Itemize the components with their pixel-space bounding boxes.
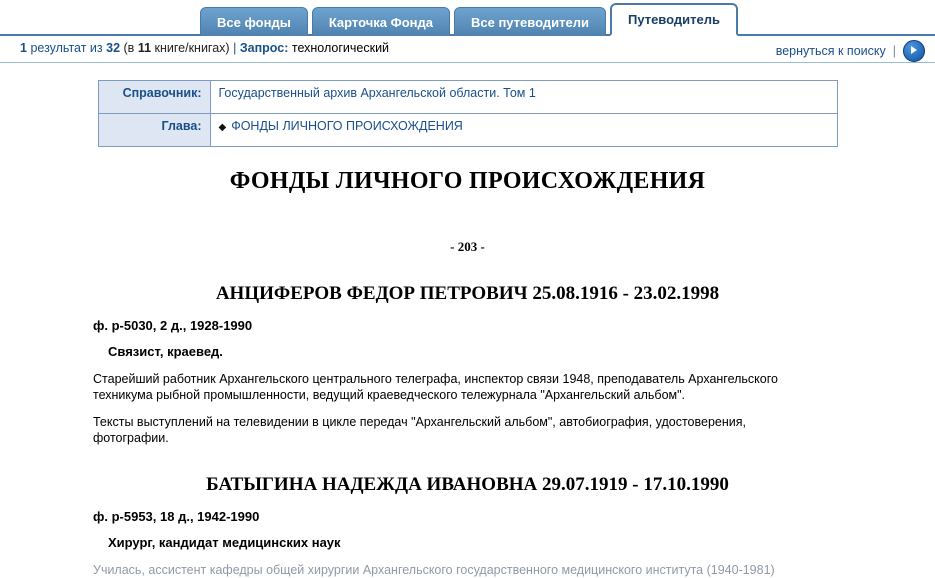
page-title: ФОНДЫ ЛИЧНОГО ПРОИСХОЖДЕНИЯ bbox=[229, 168, 706, 194]
handbook-value bbox=[210, 81, 837, 114]
chapter-link[interactable]: ФОНДЫ ЛИЧНОГО ПРОИСХОЖДЕНИЯ bbox=[231, 119, 463, 133]
result-separator: | bbox=[233, 41, 237, 55]
tab-fund-card[interactable]: Карточка Фонда bbox=[312, 7, 450, 36]
entry-fond: ф. р-5030, 2 д., 1928-1990 bbox=[93, 318, 253, 333]
back-to-search-link[interactable]: вернуться к поиску bbox=[775, 44, 886, 58]
info-table bbox=[98, 80, 838, 147]
entry-occupation: Хирург, кандидат медицинских наук bbox=[108, 535, 341, 550]
page-number: - 203 - bbox=[450, 239, 485, 254]
result-summary bbox=[20, 41, 389, 55]
tab-bar bbox=[0, 0, 935, 36]
result-total: 32 bbox=[106, 41, 121, 55]
result-word: результат из bbox=[30, 41, 103, 55]
play-arrow-icon[interactable] bbox=[903, 40, 925, 62]
entry-name: АНЦИФЕРОВ ФЕДОР ПЕТРОВИЧ 25.08.1916 - 23.02.1998 bbox=[215, 283, 720, 304]
handbook-label: Справочник: bbox=[98, 81, 210, 114]
action-separator: | bbox=[892, 44, 896, 58]
books-open-paren: (в bbox=[123, 41, 135, 55]
chapter-value bbox=[210, 114, 837, 147]
result-bar bbox=[0, 36, 935, 63]
info-table-wrapper bbox=[0, 80, 935, 147]
tab-all-guides[interactable]: Все путеводители bbox=[454, 7, 606, 36]
entry-name: БАТЫГИНА НАДЕЖДА ИВАНОВНА 29.07.1919 - 17.10.1990 bbox=[206, 474, 729, 495]
books-count: 11 bbox=[137, 41, 152, 55]
result-count: 1 bbox=[20, 41, 27, 55]
tab-guide[interactable]: Путеводитель bbox=[610, 3, 738, 36]
tab-group bbox=[200, 3, 738, 36]
entry-paragraph: Тексты выступлений на телевидении в цикле передач "Архангельский альбом", автобиография, удостоверения, фотографии. bbox=[93, 415, 746, 445]
chapter-label: Глава: bbox=[98, 114, 210, 147]
diamond-bullet-icon: ◆ bbox=[218, 122, 227, 133]
books-word: книге/книгах) bbox=[154, 41, 230, 55]
list-item bbox=[20, 474, 915, 578]
query-label: Запрос: bbox=[239, 41, 289, 55]
document-body bbox=[0, 168, 935, 578]
entry-paragraph: Училась, ассистент кафедры общей хирургии Архангельского государственного медицинского института (1940-1981) bbox=[93, 563, 775, 577]
handbook-link[interactable]: Государственный архив Архангельской области. Том 1 bbox=[218, 86, 536, 100]
tab-all-funds[interactable]: Все фонды bbox=[200, 7, 308, 36]
entry-occupation: Связист, краевед. bbox=[108, 344, 223, 359]
query-value: технологический bbox=[291, 41, 390, 55]
entry-paragraph: Старейший работник Архангельского центрального телеграфа, инспектор связи 1948, преподаватель Архангельского техникума рыбной промышленности, ведущий краеведческого тележурнала "Архангельский альбом". bbox=[93, 372, 778, 402]
table-row-chapter bbox=[98, 114, 837, 147]
entry-fond: ф. р-5953, 18 д., 1942-1990 bbox=[93, 509, 260, 524]
result-actions bbox=[776, 40, 925, 62]
table-row-handbook bbox=[98, 81, 837, 114]
list-item bbox=[20, 283, 915, 446]
